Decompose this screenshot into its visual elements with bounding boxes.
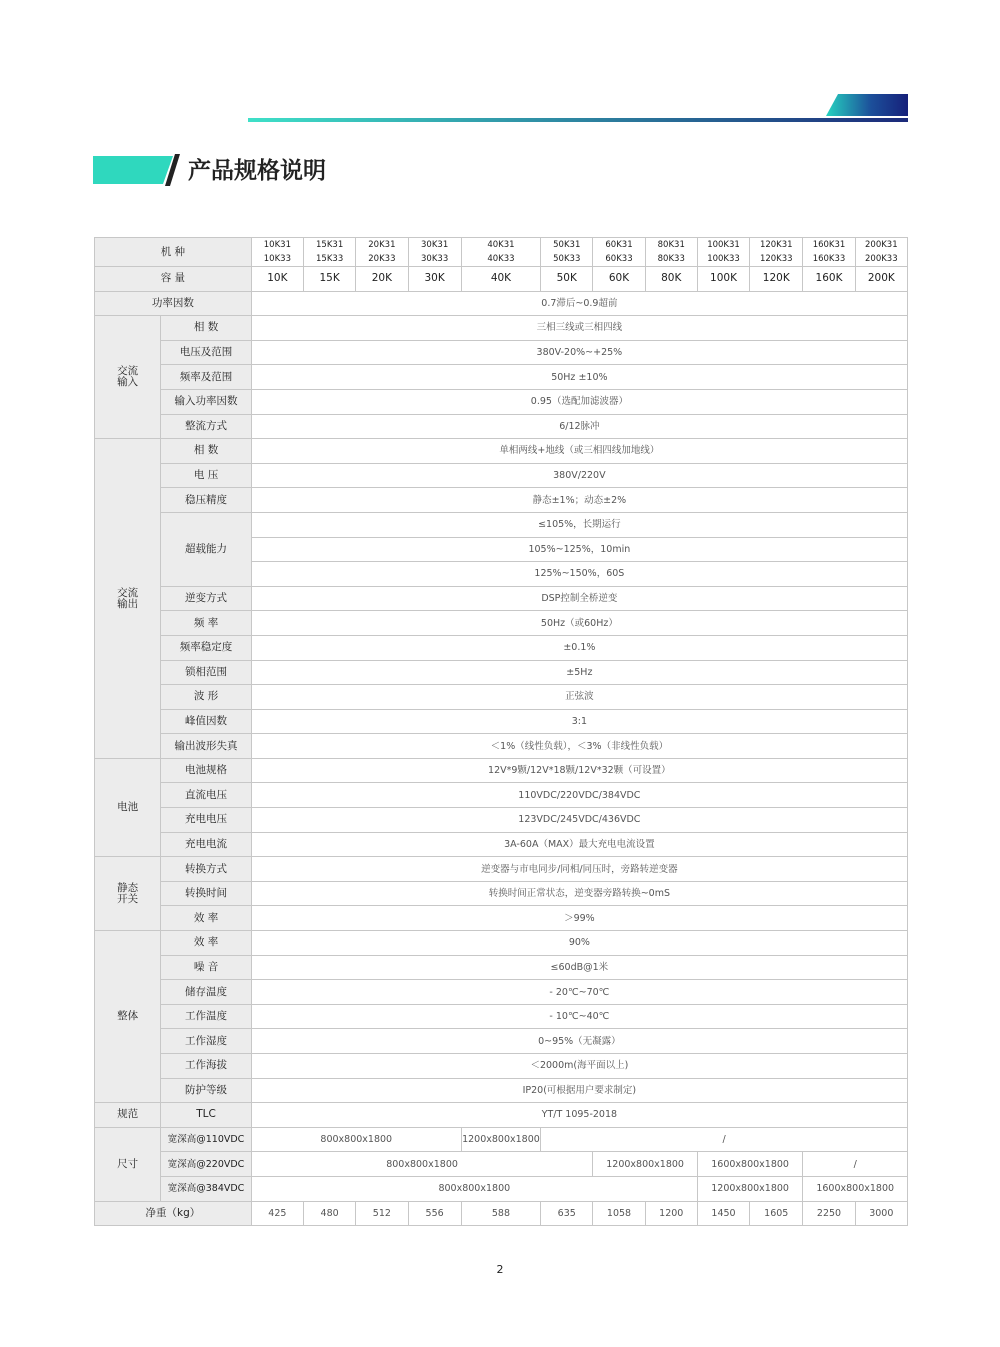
row-label: 输出波形失真 — [161, 734, 251, 759]
size-value: 1600x800x1800 — [697, 1152, 803, 1177]
weight-cell: 1450 — [697, 1201, 749, 1226]
model-cell: 60K31 60K33 — [593, 238, 645, 267]
model-cell: 120K31 120K33 — [750, 238, 803, 267]
table-row — [95, 463, 908, 488]
model-cell: 20K31 20K33 — [356, 238, 408, 267]
model-cell: 30K31 30K33 — [408, 238, 461, 267]
weight-cell: 556 — [408, 1201, 461, 1226]
row-value: 110VDC/220VDC/384VDC — [251, 783, 907, 808]
row-value: - 20℃~70℃ — [251, 980, 907, 1005]
page-title: 产品规格说明 — [188, 158, 326, 184]
table-row — [95, 512, 908, 537]
row-value: ＜1%（线性负载），＜3%（非线性负载） — [251, 734, 907, 759]
table-row — [95, 980, 908, 1005]
row-value: 3:1 — [251, 709, 907, 734]
table-row — [95, 635, 908, 660]
table-row — [95, 1176, 908, 1201]
size-value: 800x800x1800 — [251, 1127, 461, 1152]
row-value: 123VDC/245VDC/436VDC — [251, 808, 907, 833]
row-value: 380V-20%~+25% — [251, 340, 907, 365]
table-row — [95, 955, 908, 980]
title-accent-icon — [93, 154, 185, 186]
table-row — [95, 857, 908, 882]
table-row — [95, 685, 908, 710]
table-row — [95, 389, 908, 414]
table-row — [95, 832, 908, 857]
row-value: 50Hz（或60Hz） — [251, 611, 907, 636]
table-row — [95, 1127, 908, 1152]
size-value: 800x800x1800 — [251, 1152, 593, 1177]
capacity-cell: 160K — [803, 267, 855, 292]
capacity-label: 容 量 — [95, 267, 252, 292]
row-value: 单相两线+地线（或三相四线加地线） — [251, 439, 907, 464]
table-row — [95, 1078, 908, 1103]
table-row — [95, 1004, 908, 1029]
row-value: 50Hz ±10% — [251, 365, 907, 390]
group-static-switch: 静态 开关 — [95, 857, 161, 931]
row-value: IP20(可根据用户要求制定) — [251, 1078, 907, 1103]
group-ac-output: 交流 输出 — [95, 439, 161, 759]
size-value: / — [541, 1127, 908, 1152]
table-row — [95, 439, 908, 464]
table-row — [95, 1029, 908, 1054]
table-row — [95, 267, 908, 292]
row-value: ≤60dB@1米 — [251, 955, 907, 980]
size-value: 1200x800x1800 — [697, 1176, 803, 1201]
weight-cell: 635 — [541, 1201, 593, 1226]
row-label: 工作海拔 — [161, 1054, 251, 1079]
table-row — [95, 808, 908, 833]
row-value: DSP控制全桥逆变 — [251, 586, 907, 611]
model-cell: 15K31 15K33 — [304, 238, 356, 267]
capacity-cell: 20K — [356, 267, 408, 292]
row-label: 宽深高@384VDC — [161, 1176, 251, 1201]
model-cell: 100K31 100K33 — [697, 238, 749, 267]
size-value: 1200x800x1800 — [593, 1152, 698, 1177]
power-factor-value: 0.7滞后~0.9超前 — [251, 291, 907, 316]
model-cell: 200K31 200K33 — [855, 238, 907, 267]
group-size: 尺寸 — [95, 1127, 161, 1201]
spec-table — [94, 237, 908, 1226]
row-label: 充电电流 — [161, 832, 251, 857]
table-row — [95, 783, 908, 808]
table-row — [95, 414, 908, 439]
weight-cell: 1605 — [750, 1201, 803, 1226]
table-row — [95, 1054, 908, 1079]
row-label: 相 数 — [161, 316, 251, 341]
row-label: 防护等级 — [161, 1078, 251, 1103]
model-cell: 160K31 160K33 — [803, 238, 855, 267]
table-row — [95, 340, 908, 365]
row-label: 整流方式 — [161, 414, 251, 439]
row-value: ±0.1% — [251, 635, 907, 660]
row-label: 充电电压 — [161, 808, 251, 833]
row-label: 宽深高@220VDC — [161, 1152, 251, 1177]
model-cell: 50K31 50K33 — [541, 238, 593, 267]
table-row — [95, 906, 908, 931]
row-label: 峰值因数 — [161, 709, 251, 734]
weight-cell: 425 — [251, 1201, 303, 1226]
model-label: 机 种 — [95, 238, 252, 267]
group-overall: 整体 — [95, 931, 161, 1103]
size-value: 1200x800x1800 — [461, 1127, 540, 1152]
row-label: 效 率 — [161, 931, 251, 956]
row-value: YT/T 1095-2018 — [251, 1103, 907, 1128]
row-label: 宽深高@110VDC — [161, 1127, 251, 1152]
row-value: 正弦波 — [251, 685, 907, 710]
row-label: 电压及范围 — [161, 340, 251, 365]
row-label: 转换时间 — [161, 881, 251, 906]
row-label: 电池规格 — [161, 758, 251, 783]
weight-cell: 1200 — [645, 1201, 697, 1226]
row-value: 90% — [251, 931, 907, 956]
capacity-cell: 15K — [304, 267, 356, 292]
row-label: 噪 音 — [161, 955, 251, 980]
table-row — [95, 1201, 908, 1226]
row-label: 工作温度 — [161, 1004, 251, 1029]
size-value: / — [803, 1152, 908, 1177]
row-label: TLC — [161, 1103, 251, 1128]
weight-cell: 588 — [461, 1201, 540, 1226]
row-label: 频 率 — [161, 611, 251, 636]
capacity-cell: 10K — [251, 267, 303, 292]
row-value: 逆变器与市电同步/同相/同压时，旁路转逆变器 — [251, 857, 907, 882]
table-row — [95, 881, 908, 906]
row-value: 0~95%（无凝露） — [251, 1029, 907, 1054]
weight-cell: 480 — [304, 1201, 356, 1226]
size-value: 1600x800x1800 — [803, 1176, 908, 1201]
row-label: 转换方式 — [161, 857, 251, 882]
row-value: 转换时间正常状态，逆变器旁路转换~0mS — [251, 881, 907, 906]
header-accent-band — [0, 0, 1000, 130]
row-label: 相 数 — [161, 439, 251, 464]
row-label: 逆变方式 — [161, 586, 251, 611]
capacity-cell: 40K — [461, 267, 540, 292]
model-cell: 40K31 40K33 — [461, 238, 540, 267]
row-value: 105%~125%，10min — [251, 537, 907, 562]
capacity-cell: 80K — [645, 267, 697, 292]
table-row — [95, 734, 908, 759]
weight-cell: 512 — [356, 1201, 408, 1226]
row-label: 直流电压 — [161, 783, 251, 808]
capacity-cell: 200K — [855, 267, 907, 292]
row-label: 稳压精度 — [161, 488, 251, 513]
model-cell: 10K31 10K33 — [251, 238, 303, 267]
row-label: 效 率 — [161, 906, 251, 931]
row-label: 电 压 — [161, 463, 251, 488]
table-row — [95, 758, 908, 783]
table-row — [95, 316, 908, 341]
table-row — [95, 365, 908, 390]
table-row — [95, 1152, 908, 1177]
capacity-cell: 30K — [408, 267, 461, 292]
table-row — [95, 660, 908, 685]
group-standard: 规范 — [95, 1103, 161, 1128]
table-row — [95, 238, 908, 267]
row-label: 频率稳定度 — [161, 635, 251, 660]
row-value: 0.95（选配加滤波器） — [251, 389, 907, 414]
capacity-cell: 120K — [750, 267, 803, 292]
capacity-cell: 100K — [697, 267, 749, 292]
row-value: 3A-60A（MAX）最大充电电流设置 — [251, 832, 907, 857]
row-label: 输入功率因数 — [161, 389, 251, 414]
weight-cell: 1058 — [593, 1201, 645, 1226]
table-row — [95, 586, 908, 611]
row-value: 125%~150%，60S — [251, 562, 907, 587]
table-row — [95, 1103, 908, 1128]
size-value: 800x800x1800 — [251, 1176, 697, 1201]
table-row — [95, 291, 908, 316]
table-row — [95, 709, 908, 734]
table-row — [95, 931, 908, 956]
row-value: 三相三线或三相四线 — [251, 316, 907, 341]
table-row — [95, 611, 908, 636]
row-label: 频率及范围 — [161, 365, 251, 390]
row-value: 静态±1%；动态±2% — [251, 488, 907, 513]
group-battery: 电池 — [95, 758, 161, 856]
row-value: ＞99% — [251, 906, 907, 931]
power-factor-label: 功率因数 — [95, 291, 252, 316]
weight-cell: 3000 — [855, 1201, 907, 1226]
row-value: 12V*9颗/12V*18颗/12V*32颗（可设置） — [251, 758, 907, 783]
page-number: 2 — [496, 1263, 504, 1276]
row-label: 储存温度 — [161, 980, 251, 1005]
capacity-cell: 60K — [593, 267, 645, 292]
row-label: 工作湿度 — [161, 1029, 251, 1054]
table-row — [95, 488, 908, 513]
row-value: ±5Hz — [251, 660, 907, 685]
row-value: ≤105%，长期运行 — [251, 512, 907, 537]
row-value: 6/12脉冲 — [251, 414, 907, 439]
row-label: 超载能力 — [161, 512, 251, 586]
weight-label: 净重（kg） — [95, 1201, 252, 1226]
weight-cell: 2250 — [803, 1201, 855, 1226]
row-label: 锁相范围 — [161, 660, 251, 685]
row-label: 波 形 — [161, 685, 251, 710]
capacity-cell: 50K — [541, 267, 593, 292]
row-value: - 10℃~40℃ — [251, 1004, 907, 1029]
row-value: 380V/220V — [251, 463, 907, 488]
row-value: ＜2000m(海平面以上) — [251, 1054, 907, 1079]
group-ac-input: 交流 输入 — [95, 316, 161, 439]
model-cell: 80K31 80K33 — [645, 238, 697, 267]
